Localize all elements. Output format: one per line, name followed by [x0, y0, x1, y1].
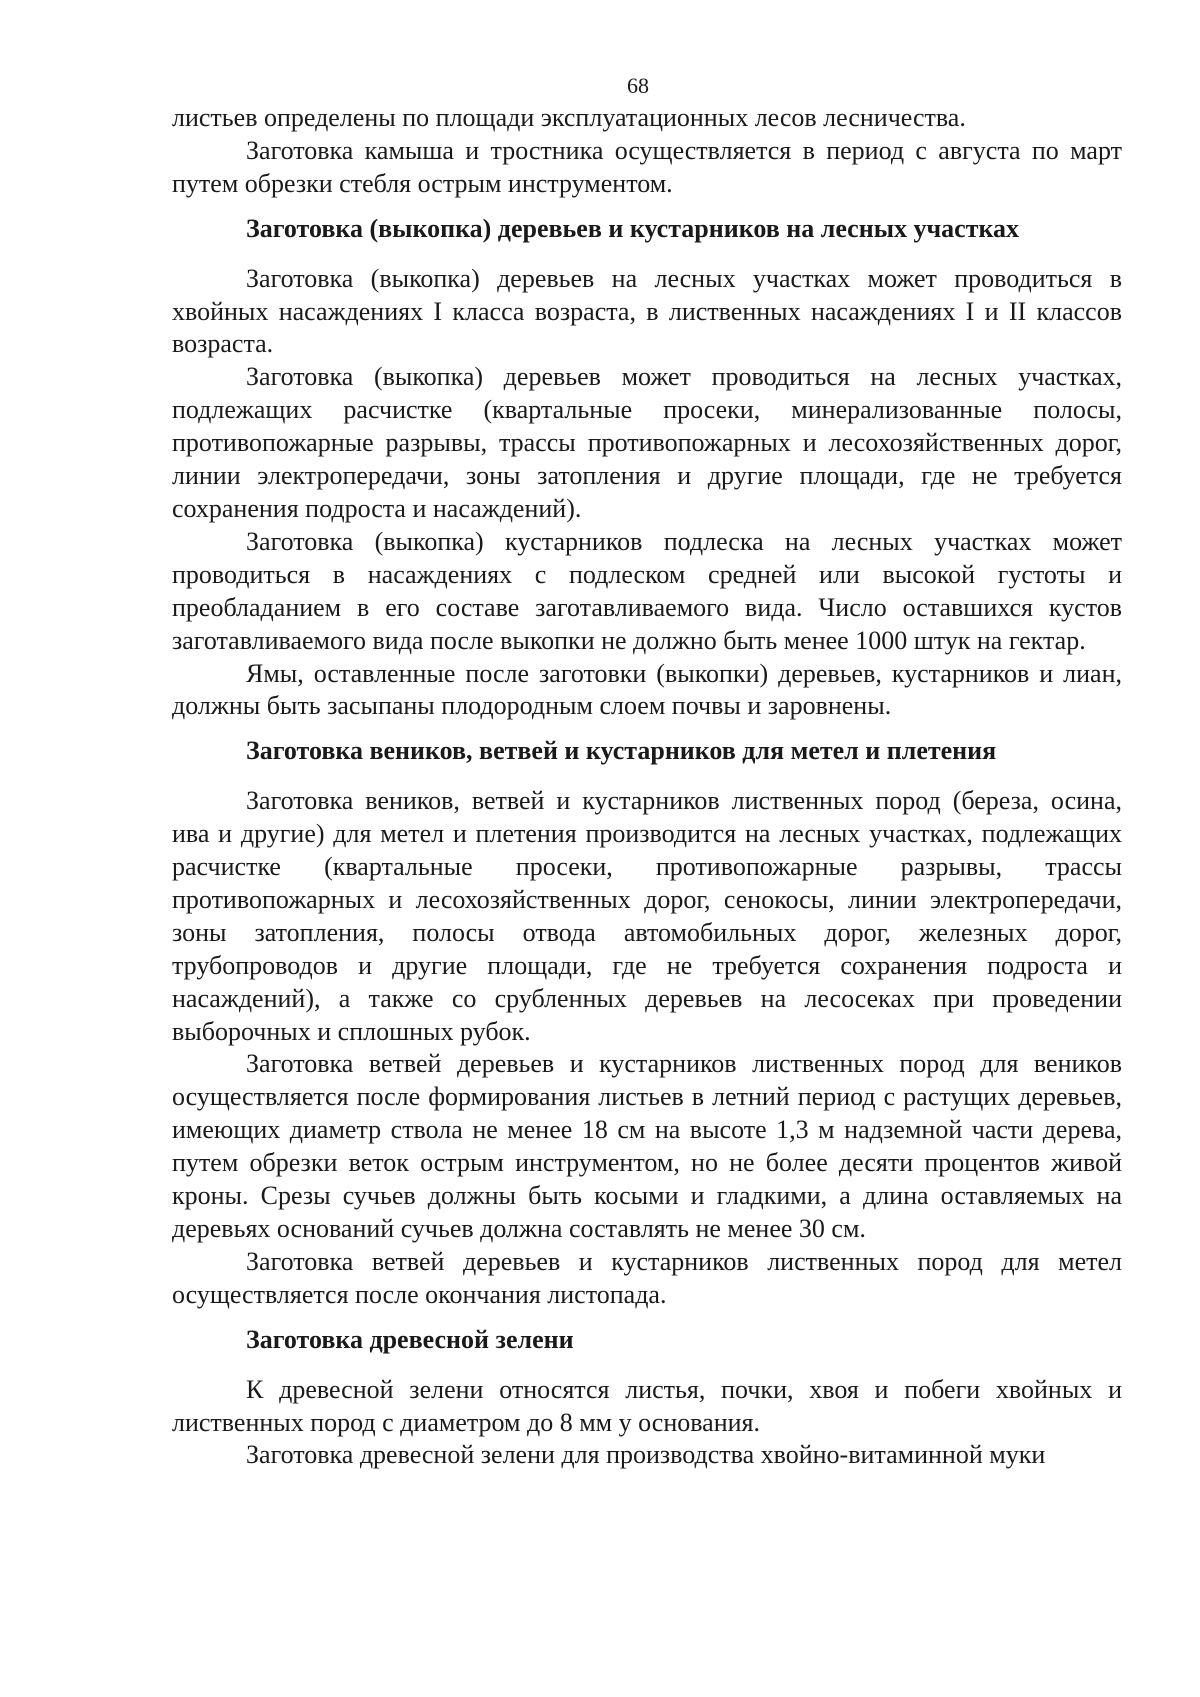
- paragraph-tree-digging-age: Заготовка (выкопка) деревьев на лесных участках может проводиться в хвойных насаждениях I класса возраста, в лиственных насаждениях I и II классов возраста.: [172, 263, 1123, 359]
- paragraph-shrub-digging: Заготовка (выкопка) кустарников подлеска на лесных участках может проводиться в насаждениях с подлеском средней или высокой густоты и преобладанием в его составе заготавливаемого вида. Число оставшихся кустов заготавливаемого вида после выкопки не должно быть менее 1000 штук на гектар.: [172, 526, 1122, 655]
- spacer: [172, 768, 1122, 785]
- paragraph-broom-branches-timing: Заготовка ветвей деревьев и кустарников лиственных пород для метел осуществляется после окончания листопада.: [172, 1246, 1122, 1309]
- section-heading-tree-greenery: Заготовка древесной зелени: [246, 1324, 574, 1354]
- document-page: [172, 70, 1122, 1472]
- spacer: [172, 246, 1122, 263]
- spacer: [172, 1357, 1122, 1374]
- paragraph-greenery-definition: К древесной зелени относятся листья, почки, хвоя и побеги хвойных и лиственных пород с диаметром до 8 мм у основания.: [172, 1374, 1122, 1437]
- section-heading-trees-shrubs-digging: Заготовка (выкопка) деревьев и кустарников на лесных участках: [246, 213, 1020, 243]
- spacer: [172, 1312, 1122, 1324]
- paragraph-greenery-flour: Заготовка древесной зелени для производства хвойно-витаминной муки: [246, 1440, 1046, 1470]
- paragraph-bath-brooms: Заготовка ветвей деревьев и кустарников лиственных пород для веников осуществляется после формирования листьев в летний период с растущих деревьев, имеющих диаметр ствола не менее 18 см на высоте 1,3 м надземной части дерева, путем обрезки веток острым инструментом, но не более десяти процентов живой кроны. Срезы сучьев должны быть косыми и гладкими, а длина оставляемых на деревьях оснований сучьев должна составлять не менее 30 см.: [172, 1049, 1122, 1243]
- page-number: 68: [627, 73, 649, 98]
- spacer: [172, 201, 1122, 213]
- paragraph-continued: листьев определены по площади эксплуатационных лесов лесничества.: [172, 103, 966, 132]
- spacer: [172, 723, 1122, 735]
- paragraph-pits-filling: Ямы, оставленные после заготовки (выкопки) деревьев, кустарников и лиан, должны быть засыпаны плодородным слоем почвы и заровнены.: [172, 658, 1122, 721]
- section-heading-brooms-branches: Заготовка веников, ветвей и кустарников для метел и плетения: [246, 736, 997, 766]
- paragraph-tree-digging-clearing: Заготовка (выкопка) деревьев может проводиться на лесных участках, подлежащих расчистке (квартальные просеки, минерализованные полосы, противопожарные разрывы, трассы противопожарных и лесохозяйственных дорог, линии электропередачи, зоны затопления и другие площади, где не требуется сохранения подроста и насаждений).: [172, 362, 1122, 523]
- paragraph-reed-harvesting: Заготовка камыша и тростника осуществляется в период с августа по март путем обрезки стебля острым инструментом.: [172, 135, 1122, 198]
- paragraph-brooms-where: Заготовка веников, ветвей и кустарников лиственных пород (береза, осина, ива и другие) для метел и плетения производится на лесных участках, подлежащих расчистке (квартальные просеки, противопожарные разрывы, трассы противопожарных и лесохозяйственных дорог, сенокосы, линии электропередачи, зоны затопления, полосы отвода автомобильных дорог, железных дорог, трубопроводов и другие площади, где не требуется сохранения подроста и насаждений), а также со срубленных деревьев на лесосеках при проведении выборочных и сплошных рубок.: [172, 786, 1122, 1046]
